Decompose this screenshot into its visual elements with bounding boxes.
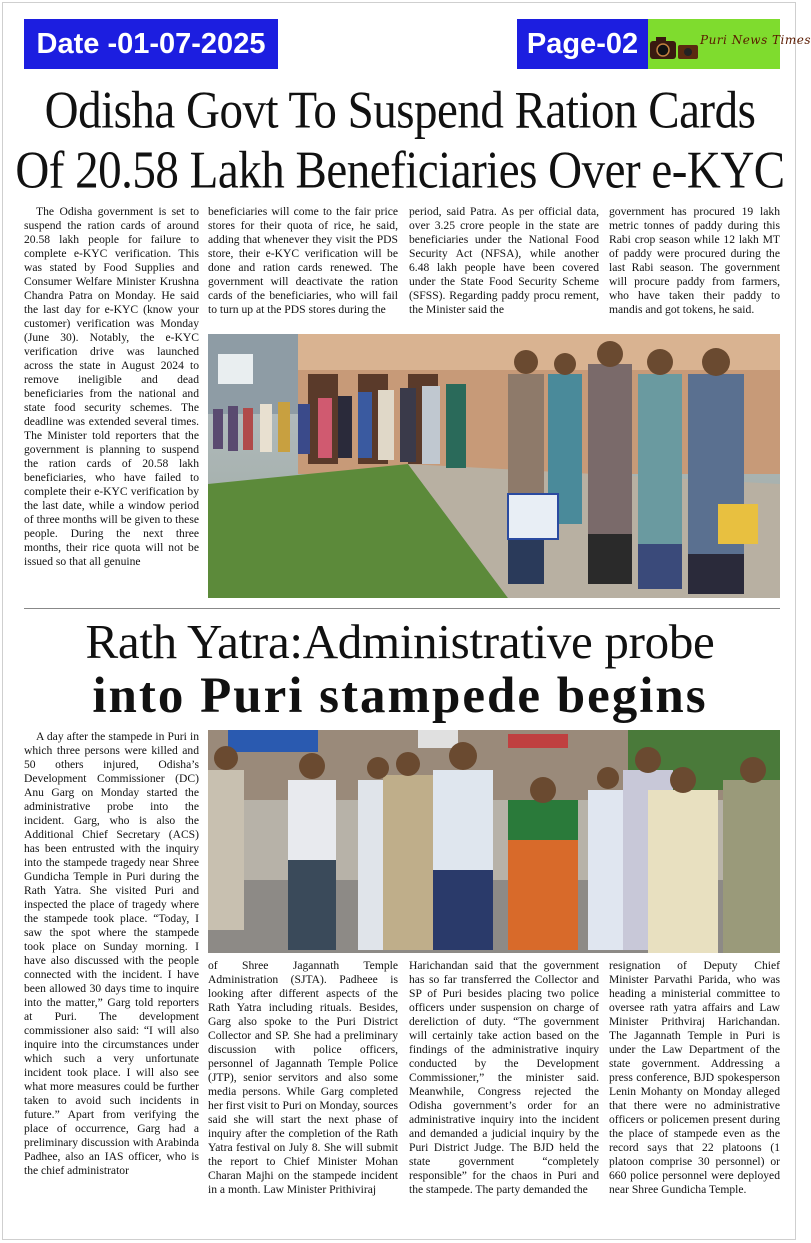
article2-col2-text: of Shree Jagannath Temple Administration (SJTA). Padheee is looking after different aspects of the Rath Yatra including rituals. Besides, Garg also spoke to the Puri District Collector and SP. She had a preliminary discussion with police officers, personnel of Jagannath Temple Police (JTP), senior servitors and also some media persons. While Garg completed her first visit to Puri on Monday, sources said she will start the next phase of inquiry after the completion of the Rath Yatra festival on July 8. She will submit the report to Chief Minister Mohan Charan Majhi on the stampede incident in a month. Law Minister Prithiviraj	[208, 959, 398, 1196]
article2-col4-text: resignation of Deputy Chief Minister Parvathi Parida, who was heading a ministerial committee to oversee rath yatra affairs and Law Minister Prithviraj Harichandan. The Jagannath Temple in Puri is under the Law Department of the state government. Addressing a press conference, BJD spokesperson Lenin Mohanty on Monday alleged that there were no administrative officers or policemen present during the place of stampede even as the record says that 22 platoons (1 platoon comprise 30 personnel) or 660 police personnel were deployed near Shree Gundicha Temple.	[609, 959, 780, 1196]
article1-col3-text: period, said Patra. As per official data, over 3.25 crore people in the state are beneficiaries under the National Food Security Act (NFSA), while another 6.48 lakh people have been covered under the State Food Security Scheme (SFSS). Regarding paddy procu rement, the Minister said the	[409, 205, 599, 316]
article1-column-1	[24, 205, 199, 599]
article1-column-2	[208, 205, 398, 333]
article2-column-4	[609, 959, 780, 1226]
article2-headline-line1: Rath Yatra:Administrative probe	[85, 614, 715, 669]
article2-column-3	[409, 959, 599, 1226]
article2-column-2	[208, 959, 398, 1226]
stampede-site-photo	[208, 730, 780, 953]
article2-col1-text: A day after the stampede in Puri in which three persons were killed and 50 others injured, Odisha’s Development Commissioner (DC) Anu Garg on Monday started the administrative probe into the incident. Garg, who is also the Additional Chief Secretary (ACS) has been entrusted with the inquiry into the stampede tragedy near Shree Gundicha Temple in Puri during the Rath Yatra. She visited Puri and inspected the place of tragedy where the stampede took place. “Today, I saw the spot where the stampede took place on Sunday morning. I have also discussed with the people connected with the incident. I have been allowed 30 days time to inquire into the matter,” Garg told reporters at Puri. The development commissioner also said: “I will also inquire into the circumstances under which such a very unfortunate incident took place. I will also see what more measures could be further taken to avoid such incidents in future.” Apart from verifying the place of occurrence, Garg had a preliminary discussion with Arabinda Padhee, also an IAS officer, who is the chief administrator	[24, 730, 199, 1177]
ration-queue-photo	[208, 334, 780, 598]
page-label: Page-02	[517, 19, 648, 69]
article1-column-4	[609, 205, 780, 333]
article1-column-3	[409, 205, 599, 333]
section-divider	[24, 608, 780, 609]
masthead-logo	[648, 19, 811, 69]
article1-headline-line1: Odisha Govt To Suspend Ration Cards	[44, 81, 756, 140]
article2-column-1	[24, 730, 199, 1226]
date-label: Date -01-07-2025	[24, 19, 278, 69]
logo-text: Puri News Times	[700, 33, 811, 47]
article2-col3-text: Harichandan said that the government has so far transferred the Collector and SP of Puri besides placing two police officers under suspension on charge of dereliction of duty. “The government will certainly take action based on the findings of the administrative inquiry conducted by the Development Commissioner,” the minister said. Meanwhile, Congress rejected the Odisha government’s order for an administrative inquiry into the incident and demanded a judicial inquiry by the Puri District Judge. The BJD held the state government “completely responsible” for the chaos in Puri and the stampede. The party demanded the	[409, 959, 599, 1196]
article1-headline-line2: Of 20.58 Lakh Beneficiaries Over e-KYC	[15, 141, 785, 200]
article2-headline-line2: into Puri stampede begins	[92, 668, 708, 724]
article1-col4-text: government has procured 19 lakh metric tonnes of paddy during this Rabi crop season while 12 lakh MT of paddy were procured during the last Rabi season. The government will procure paddy from farmers, who have taken their paddy to mandis and got tokens, he said.	[609, 205, 780, 316]
article1-col2-text: beneficiaries will come to the fair price stores for their quota of rice, he said, adding that whenever they visit the PDS store, their e-KYC verification will be done and ration cards renewed. The government will deactivate the ration cards of the beneficiaries, who will fail to turn up at the PDS stores during the	[208, 205, 398, 316]
article1-col1-text: The Odisha government is set to suspend the ration cards of around 20.58 lakh people for failure to complete e-KYC verification. This was stated by Food Supplies and Consumer Welfare Minister Krushna Chandra Patra on Monday. He said the last day for e-KYC (know your customer) verification was Monday (June 30). Notably, the e-KYC verification drive was launched across the state in August 2024 to remove ineligible and dead beneficiaries from the national and state food security schemes. The deadline was extended several times. The Minister told reporters that the government is planning to suspend the ration cards of 20.58 lakh beneficiaries, who have failed to complete their e-KYC verification by the last date, while a window period of three months will be given to these people. During the next three months, their rice quota will not be issued so that all genuine	[24, 205, 199, 568]
